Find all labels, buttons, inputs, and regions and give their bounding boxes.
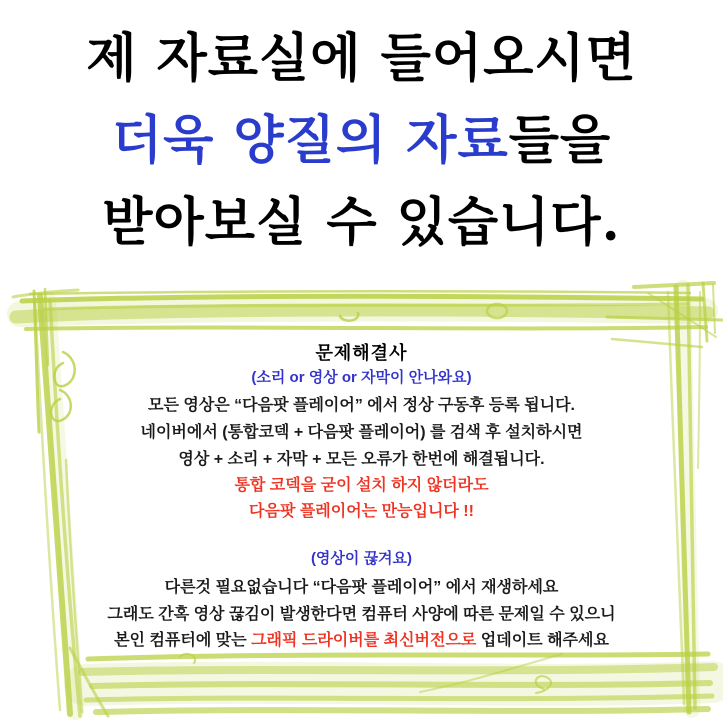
notice-section2-line: 그래도 간혹 영상 끊김이 발생한다면 컴퓨터 사양에 따른 문제일 수 있으니 [107,606,616,623]
hero-line-3: 받아보실 수 있습니다. [102,192,621,253]
hero-line-2-highlight: 더욱 양질의 자료 [111,110,509,171]
notice-section2-last-line [0,631,723,651]
notice-section2-line: 다른것 필요없습니다 “다음팟 플레이어” 에서 재생하세요 [164,579,559,596]
notice-title: 문제해결사 [315,343,408,363]
notice-section1-line: 네이버에서 (통합코덱 + 다음팟 플레이어) 를 검색 후 설치하시면 [140,424,583,441]
notice-section1-line: 영상 + 소리 + 자막 + 모든 오류가 한번에 해결됩니다. [178,451,545,468]
notice-section1-subtitle: (소리 or 영상 or 자막이 안나와요) [251,369,472,386]
last-line-prefix: 본인 컴퓨터에 맞는 [114,632,252,649]
notice-warning-line: 통합 코덱을 굳이 설치 하지 않더라도 [234,477,489,494]
notice-section2-subtitle: (영상이 끊겨요) [310,550,413,567]
last-line-suffix: 업데이트 해주세요 [476,632,609,649]
notice-section1-line: 모든 영상은 “다음팟 플레이어” 에서 정상 구동후 등록 됩니다. [148,397,575,414]
hero-line-1: 제 자료실에 들어오시면 [86,28,637,89]
last-line-highlight: 그래픽 드라이버를 최신버전으로 [251,632,477,649]
hero-line-2-rest: 들을 [508,110,612,171]
hero-heading [0,0,723,285]
hero-line-2 [0,110,723,172]
notice-warning-line: 다음팟 플레이어는 만능입니다 !! [249,503,474,520]
